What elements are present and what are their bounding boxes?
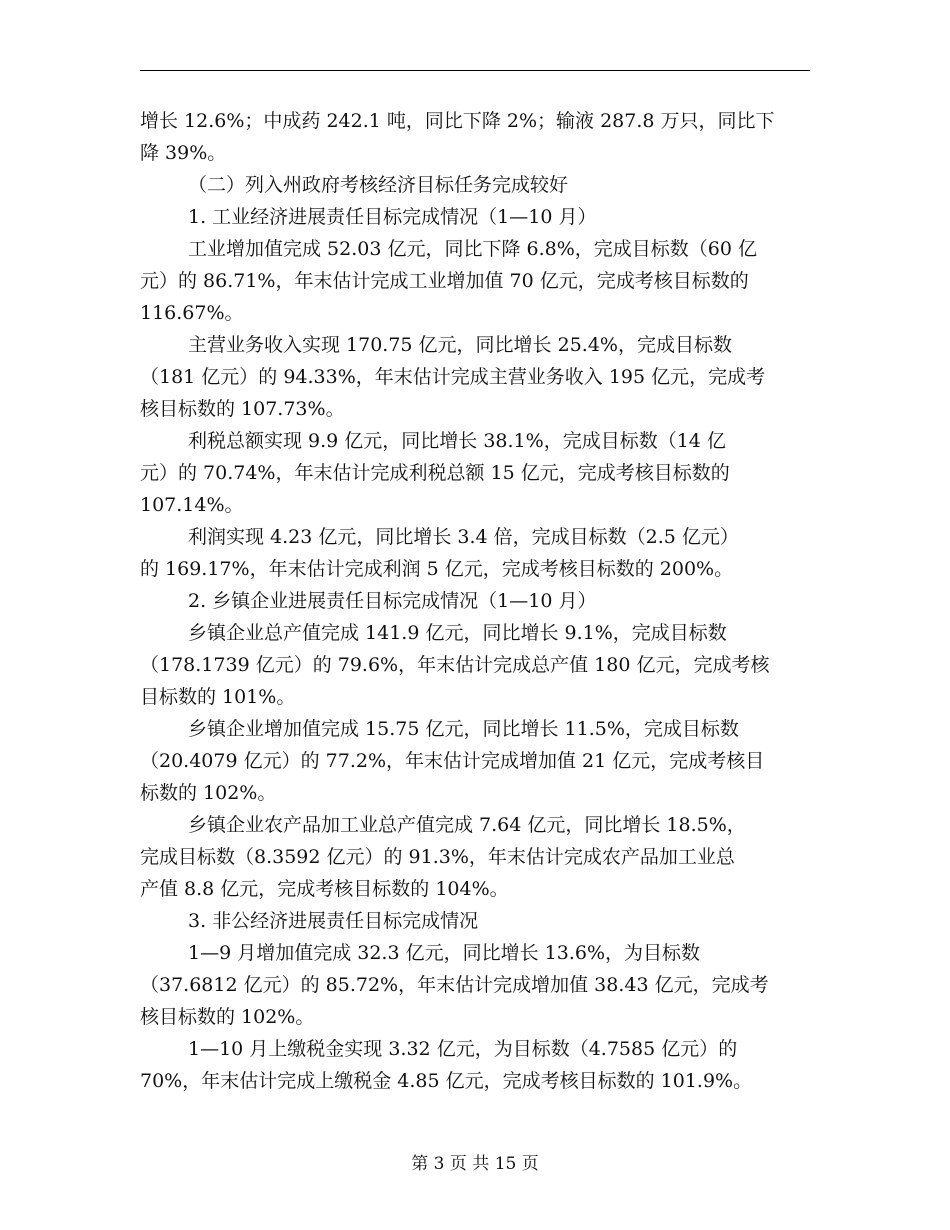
paragraph-start: 1—9 月增加值完成 32.3 亿元，同比增长 13.6%，为目标数 xyxy=(188,942,700,964)
subsection-heading: 2. 乡镇企业进展责任目标完成情况（1—10 月） xyxy=(188,590,597,612)
body-line: 元）的 86.71%，年末估计完成工业增加值 70 亿元，完成考核目标数的 xyxy=(140,270,749,292)
paragraph-start: 主营业务收入实现 170.75 亿元，同比增长 25.4%，完成目标数 xyxy=(188,334,732,356)
paragraph-start: 工业增加值完成 52.03 亿元，同比下降 6.8%，完成目标数（60 亿 xyxy=(188,238,757,260)
body-line: （20.4079 亿元）的 77.2%，年末估计完成增加值 21 亿元，完成考核目 xyxy=(140,750,765,772)
paragraph-start: 乡镇企业农产品加工业总产值完成 7.64 亿元，同比增长 18.5%， xyxy=(188,814,746,836)
body-line: （181 亿元）的 94.33%，年末估计完成主营业务收入 195 亿元，完成考 xyxy=(140,366,766,388)
subsection-heading: 3. 非公经济进展责任目标完成情况 xyxy=(188,910,479,932)
body-line: 核目标数的 107.73%。 xyxy=(140,398,345,420)
paragraph-start: 1—10 月上缴税金实现 3.32 亿元，为目标数（4.7585 亿元）的 xyxy=(188,1038,738,1060)
body-line: 目标数的 101%。 xyxy=(140,686,296,708)
body-line: 产值 8.8 亿元，完成考核目标数的 104%。 xyxy=(140,878,509,900)
body-line: 元）的 70.74%，年末估计完成利税总额 15 亿元，完成考核目标数的 xyxy=(140,462,730,484)
body-line: 的 169.17%，年末估计完成利润 5 亿元，完成考核目标数的 200%。 xyxy=(140,558,734,580)
paragraph-start: 利税总额实现 9.9 亿元，同比增长 38.1%，完成目标数（14 亿 xyxy=(188,430,726,452)
body-line: 增长 12.6%；中成药 242.1 吨，同比下降 2%；输液 287.8 万只，同比下 xyxy=(140,110,775,132)
paragraph-start: 乡镇企业增加值完成 15.75 亿元，同比增长 11.5%，完成目标数 xyxy=(188,718,739,740)
body-line: 完成目标数（8.3592 亿元）的 91.3%，年末估计完成农产品加工业总 xyxy=(140,846,735,868)
subsection-heading: 1. 工业经济进展责任目标完成情况（1—10 月） xyxy=(188,206,597,228)
body-line: 标数的 102%。 xyxy=(140,782,277,804)
header-rule xyxy=(140,70,810,71)
body-line: （37.6812 亿元）的 85.72%，年末估计完成增加值 38.43 亿元，完成考 xyxy=(140,974,769,996)
paragraph-start: 乡镇企业总产值完成 141.9 亿元，同比增长 9.1%，完成目标数 xyxy=(188,622,727,644)
body-line: 核目标数的 102%。 xyxy=(140,1006,315,1028)
document-body xyxy=(140,105,810,1097)
paragraph-start: 利润实现 4.23 亿元，同比增长 3.4 倍，完成目标数（2.5 亿元） xyxy=(188,526,739,548)
body-line: 116.67%。 xyxy=(140,302,244,324)
body-line: 降 39%。 xyxy=(140,142,227,164)
body-line: 70%，年末估计完成上缴税金 4.85 亿元，完成考核目标数的 101.9%。 xyxy=(140,1070,753,1092)
body-line: （178.1739 亿元）的 79.6%，年末估计完成总产值 180 亿元，完成考核 xyxy=(140,654,770,676)
page-number-footer: 第 3 页 共 15 页 xyxy=(411,1154,539,1174)
section-heading: （二）列入州政府考核经济目标任务完成较好 xyxy=(188,174,569,196)
body-line: 107.14%。 xyxy=(140,494,244,516)
